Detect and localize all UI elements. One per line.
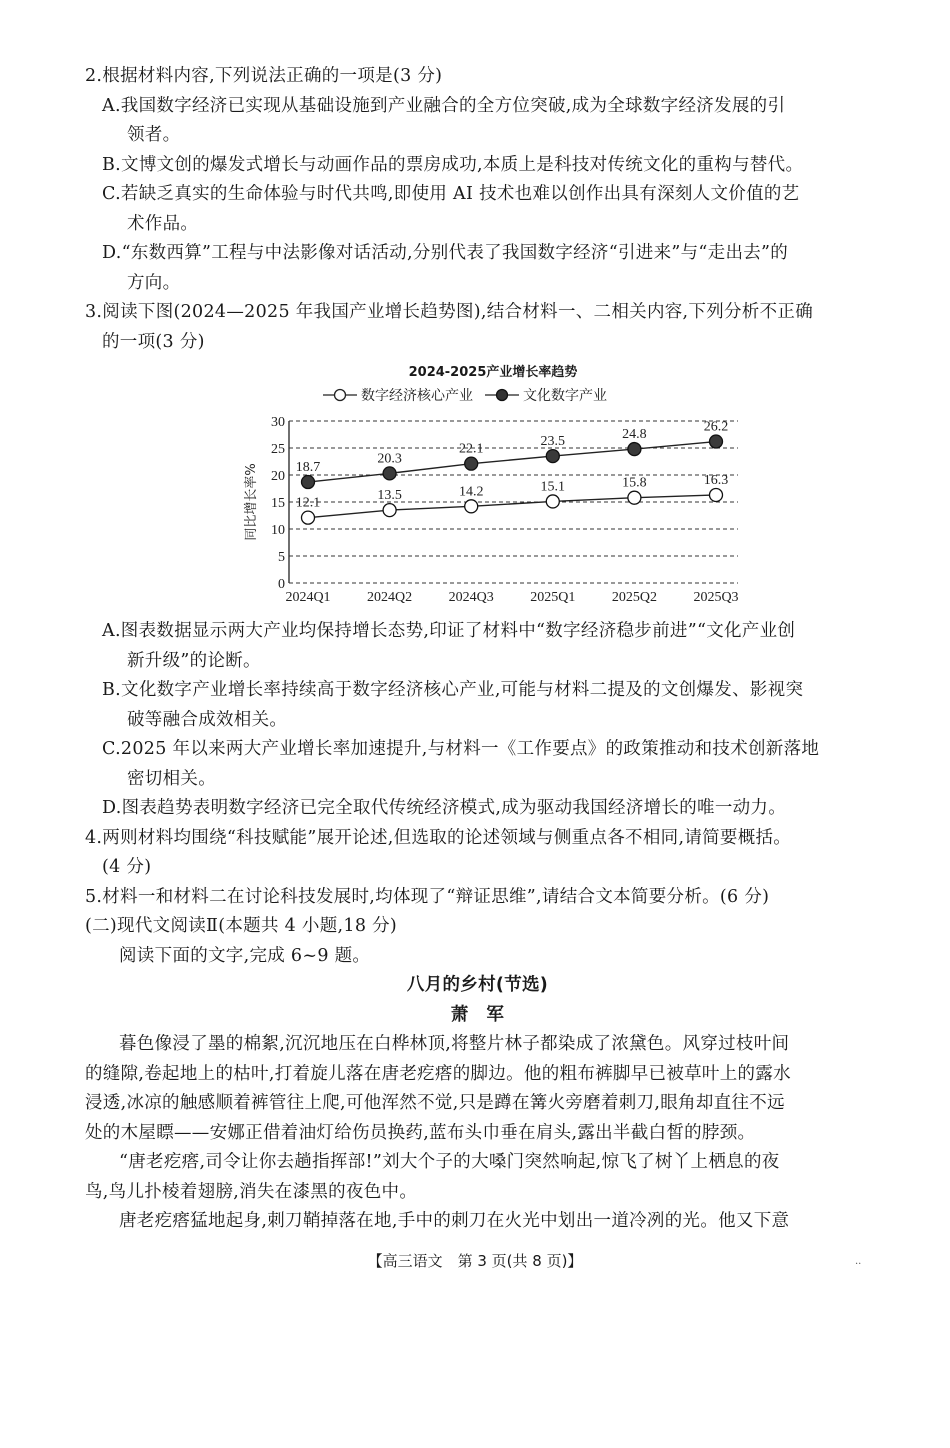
y-tick-label: 5 bbox=[278, 550, 285, 565]
footer-mark: .. bbox=[855, 1256, 862, 1267]
filled-data-point bbox=[628, 443, 641, 456]
paragraph-line: 唐老疙瘩猛地起身,刺刀鞘掉落在地,手中的刺刀在火光中划出一道冷冽的光。他又下意 bbox=[119, 1211, 790, 1231]
filled-data-point bbox=[302, 476, 315, 489]
x-tick-label: 2024Q2 bbox=[367, 590, 413, 605]
x-tick-label: 2025Q2 bbox=[611, 590, 657, 605]
section-2-instruction: 阅读下面的文字,完成 6~9 题。 bbox=[119, 945, 371, 966]
section-2-heading: (二)现代文阅读Ⅱ(本题共 4 小题,18 分) bbox=[85, 916, 398, 936]
q3-option-b-line2: 破等融合成效相关。 bbox=[127, 709, 288, 730]
y-axis-label: 同比增长率% bbox=[244, 463, 259, 541]
open-data-point bbox=[302, 511, 315, 524]
q3-option-b-line1: B.文化数字产业增长率持续高于数字经济核心产业,可能与材料二提及的文创爆发、影视突 bbox=[102, 680, 804, 700]
question-3-stem-line2: 的一项(3 分) bbox=[102, 331, 205, 352]
paragraph-line: 浸透,冰凉的触感顺着裤管往上爬,可他浑然不觉,只是蹲在篝火旁磨着刺刀,眼角却直往不远 bbox=[85, 1093, 785, 1113]
x-tick-label: 2025Q3 bbox=[693, 590, 739, 605]
data-label: 18.7 bbox=[295, 460, 321, 476]
question-4-line1: 4.两则材料均围绕“科技赋能”展开论述,但选取的论述领域与侧重点各不相同,请简要概括。 bbox=[85, 827, 792, 848]
data-label: 12.1 bbox=[295, 495, 321, 511]
q2-option-b: B.文博文创的爆发式增长与动画作品的票房成功,本质上是科技对传统文化的重构与替代。 bbox=[102, 154, 804, 175]
q3-option-a-line1: A.图表数据显示两大产业均保持增长态势,印证了材料中“数字经济稳步前进”“文化产业创 bbox=[102, 621, 796, 641]
data-label: 16.3 bbox=[703, 472, 729, 488]
q3-option-c-line2: 密切相关。 bbox=[127, 768, 216, 789]
data-label: 14.2 bbox=[458, 484, 484, 500]
filled-data-point bbox=[546, 450, 559, 463]
chart-plot-area bbox=[233, 361, 753, 611]
q2-option-c-line2: 术作品。 bbox=[127, 213, 199, 234]
y-tick-label: 25 bbox=[271, 442, 285, 457]
open-data-point bbox=[383, 504, 396, 517]
x-tick-label: 2025Q1 bbox=[530, 590, 576, 605]
question-4-line2: (4 分) bbox=[102, 857, 152, 877]
passage-paragraph-3 bbox=[85, 1207, 870, 1237]
filled-data-point bbox=[465, 457, 478, 470]
passage-title: 八月的乡村(节选) bbox=[406, 975, 549, 995]
q2-option-c-line1: C.若缺乏真实的生命体验与时代共鸣,即使用 AI 技术也难以创作出具有深刻人文价值的艺 bbox=[102, 184, 800, 204]
open-data-point bbox=[465, 500, 478, 513]
data-label: 23.5 bbox=[540, 434, 566, 450]
paragraph-line: 鸟,鸟儿扑棱着翅膀,消失在漆黑的夜色中。 bbox=[85, 1181, 418, 1202]
data-label: 20.3 bbox=[377, 451, 402, 467]
exam-page bbox=[85, 62, 870, 1237]
passage-author: 萧 军 bbox=[450, 1004, 505, 1025]
data-label: 26.2 bbox=[703, 419, 729, 435]
q2-option-a-line1: A.我国数字经济已实现从基础设施到产业融合的全方位突破,成为全球数字经济发展的引 bbox=[102, 95, 786, 116]
paragraph-line: “唐老疙瘩,司令让你去趟指挥部!”刘大个子的大嗓门突然响起,惊飞了树丫上栖息的夜 bbox=[119, 1152, 780, 1172]
passage-paragraph-2 bbox=[85, 1148, 870, 1207]
q2-option-a-line2: 领者。 bbox=[127, 125, 181, 145]
open-data-point bbox=[546, 495, 559, 508]
data-label: 13.5 bbox=[377, 488, 402, 504]
page-footer: 【高三语文 第 3 页(共 8 页)】 bbox=[367, 1252, 583, 1270]
data-label: 15.1 bbox=[540, 479, 566, 495]
q3-option-a-line2: 新升级”的论断。 bbox=[127, 650, 261, 671]
data-label: 15.8 bbox=[622, 475, 647, 491]
data-label: 22.1 bbox=[458, 441, 484, 457]
x-tick-label: 2024Q1 bbox=[285, 590, 331, 605]
y-tick-label: 20 bbox=[271, 469, 285, 484]
filled-data-point bbox=[710, 435, 723, 448]
filled-data-point bbox=[383, 467, 396, 480]
y-tick-label: 30 bbox=[271, 415, 285, 430]
series-line bbox=[308, 495, 716, 518]
data-label: 24.8 bbox=[622, 427, 647, 443]
question-3-stem-line1: 3.阅读下图(2024—2025 年我国产业增长趋势图),结合材料一、二相关内容,下列分析不正确 bbox=[85, 302, 814, 322]
question-2-stem: 2.根据材料内容,下列说法正确的一项是(3 分) bbox=[85, 66, 443, 86]
y-tick-label: 10 bbox=[271, 523, 285, 538]
chart-title: 2024-2025产业增长率趋势 bbox=[408, 365, 578, 380]
legend-label-culture-digital: 文化数字产业 bbox=[523, 388, 607, 404]
paragraph-line: 的缝隙,卷起地上的枯叶,打着旋儿落在唐老疙瘩的脚边。他的粗布裤脚早已被草叶上的露水 bbox=[85, 1063, 791, 1084]
y-tick-label: 0 bbox=[278, 577, 285, 592]
open-data-point bbox=[710, 488, 723, 501]
q3-option-d: D.图表趋势表明数字经济已完全取代传统经济模式,成为驱动我国经济增长的唯一动力。 bbox=[102, 798, 787, 818]
paragraph-line: 暮色像浸了墨的棉絮,沉沉地压在白桦林顶,将整片林子都染成了浓黛色。风穿过枝叶间 bbox=[119, 1034, 790, 1054]
passage-paragraph-1 bbox=[85, 1030, 870, 1148]
legend-label-digital-core: 数字经济核心产业 bbox=[361, 388, 473, 404]
question-5: 5.材料一和材料二在讨论科技发展时,均体现了“辩证思维”,请结合文本简要分析。(6 分) bbox=[85, 886, 770, 907]
q2-option-d-line2: 方向。 bbox=[127, 272, 181, 293]
x-tick-label: 2024Q3 bbox=[448, 590, 494, 605]
paragraph-line: 处的木屋瞟——安娜正借着油灯给伤员换药,蓝布头巾垂在肩头,露出半截白皙的脖颈。 bbox=[85, 1122, 756, 1143]
open-data-point bbox=[628, 491, 641, 504]
q3-option-c-line1: C.2025 年以来两大产业增长率加速提升,与材料一《工作要点》的政策推动和技术创新落地 bbox=[102, 739, 820, 759]
y-tick-label: 15 bbox=[271, 496, 285, 511]
growth-trend-chart bbox=[233, 361, 753, 611]
q2-option-d-line1: D.“东数西算”工程与中法影像对话活动,分别代表了我国数字经济“引进来”与“走出去”的 bbox=[102, 243, 789, 263]
